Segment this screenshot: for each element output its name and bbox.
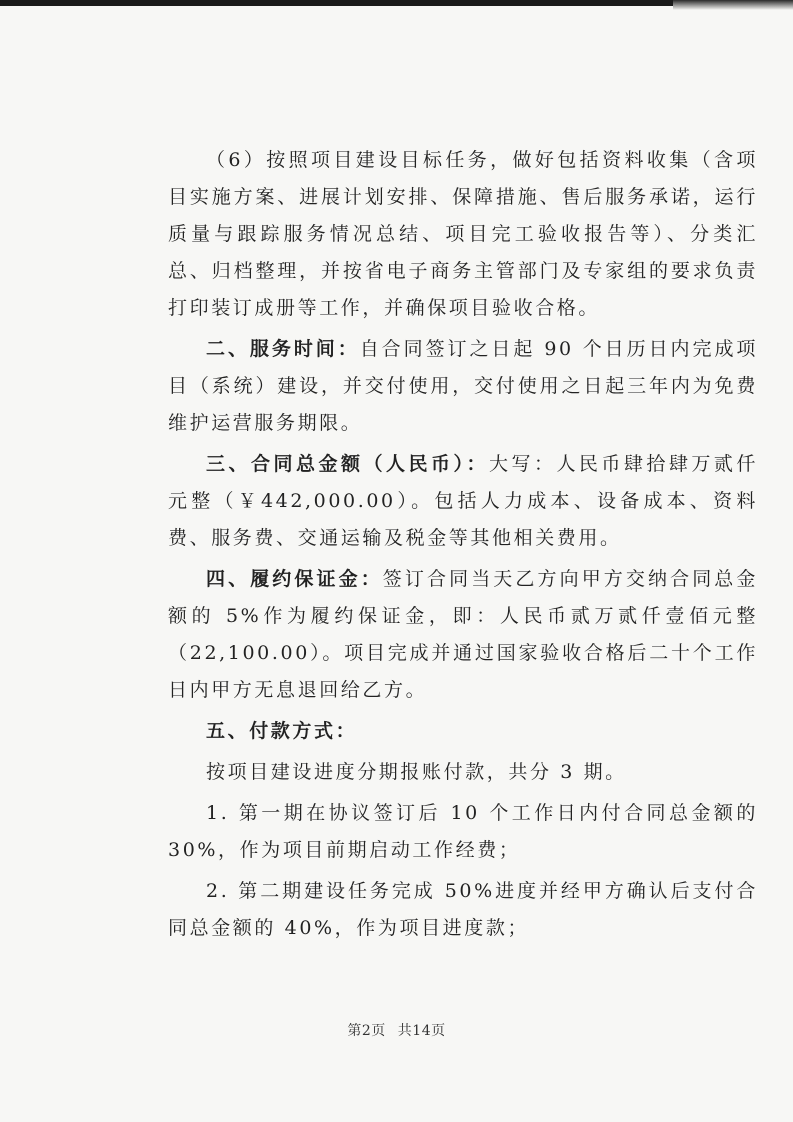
section-text: 大写：人民币肆拾肆万贰仟元整（￥442,000.00）。包括人力成本、设备成本、资料费、服务费、交通运输及税金等其他相关费用。 bbox=[168, 453, 759, 549]
payment-overview: 按项目建设进度分期报账付款，共分 3 期。 bbox=[206, 761, 627, 783]
page-number: 第2页 bbox=[347, 1023, 386, 1039]
section-heading: 四、履约保证金： bbox=[206, 568, 383, 590]
section-service-time bbox=[168, 331, 758, 442]
section-heading: 三、合同总金额（人民币）： bbox=[206, 453, 489, 475]
section-text: 自合同签订之日起 90 个日历日内完成项目（系统）建设，并交付使用，交付使用之日起三年内为免费维护运营服务期限。 bbox=[168, 338, 759, 434]
document-body bbox=[168, 142, 758, 947]
section-heading: 五、付款方式： bbox=[206, 720, 358, 742]
section-payment-method bbox=[168, 713, 758, 750]
section-performance-bond bbox=[168, 561, 758, 709]
page-total: 共14页 bbox=[397, 1023, 446, 1039]
paragraph-item-6: （6）按照项目建设目标任务，做好包括资料收集（含项目实施方案、进展计划安排、保障措施、售后服务承诺，运行质量与跟踪服务情况总结、项目完工验收报告等）、分类汇总、归档整理，并按省电子商务主管部门及专家组的要求负责打印装订成册等工作，并确保项目验收合格。 bbox=[168, 149, 758, 319]
payment-phase-2: 2. 第二期建设任务完成 50%进度并经甲方确认后支付合同总金额的 40%，作为项目进度款； bbox=[168, 880, 758, 939]
scan-shadow bbox=[673, 0, 793, 10]
section-heading: 二、服务时间： bbox=[206, 338, 360, 360]
page-footer bbox=[0, 1020, 793, 1040]
section-text: 签订合同当天乙方向甲方交纳合同总金额的 5%作为履约保证金，即：人民币贰万贰仟壹佰元整（22,100.00）。项目完成并通过国家验收合格后二十个工作日内甲方无息退回给乙方。 bbox=[168, 568, 758, 701]
payment-phase-1: 1. 第一期在协议签订后 10 个工作日内付合同总金额的 30%，作为项目前期启动工作经费； bbox=[168, 802, 758, 861]
section-contract-amount bbox=[168, 446, 758, 557]
